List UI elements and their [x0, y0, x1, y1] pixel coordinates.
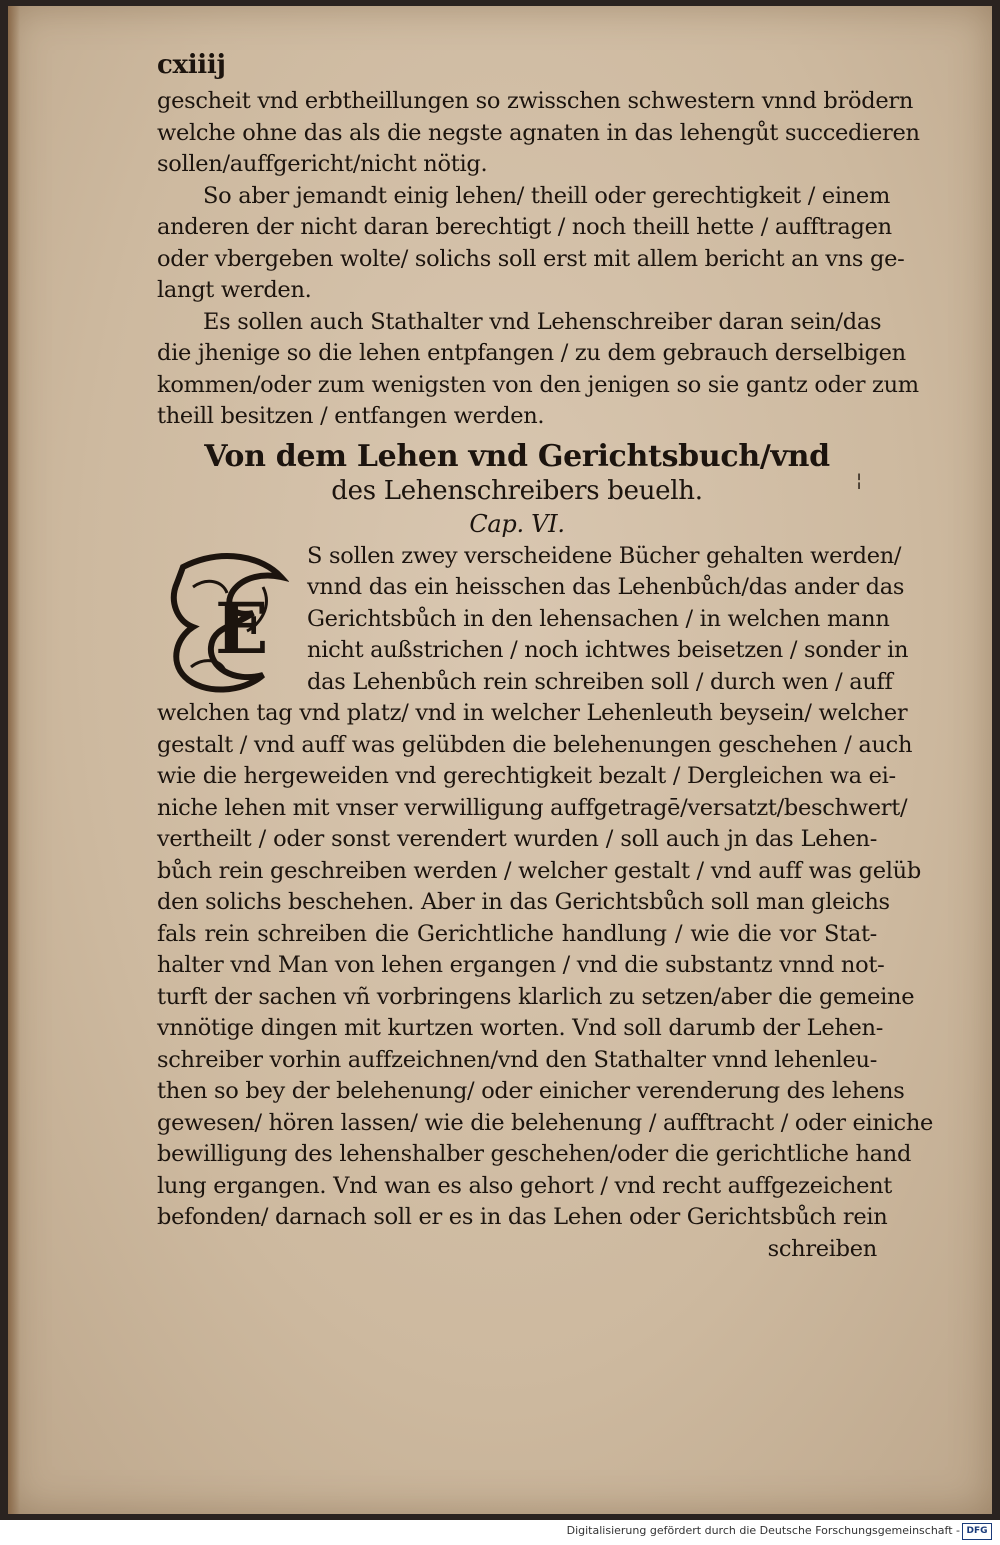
- catchword: schreiben: [767, 1235, 877, 1262]
- funding-credit: Digitalisierung gefördert durch die Deutsche Forschungsgemeinschaft -: [566, 1524, 960, 1537]
- text-line: turft der sachen vñ vorbringens klarlich zu setzen/aber die gemeine: [157, 983, 915, 1010]
- text-line: sollen/auffgericht/nicht nötig.: [157, 151, 488, 177]
- chapter-paragraph: [157, 541, 934, 1266]
- text-line: S sollen zwey verscheidene Bücher gehalten werden/: [307, 542, 902, 569]
- text-line: bewilligung des lehenshalber geschehen/oder die gerichtliche hand: [157, 1141, 912, 1167]
- text-line: gescheit vnd erbtheillungen so zwisschen schwestern vnnd brödern: [157, 88, 914, 114]
- text-line: So aber jemandt einig lehen/ theill oder gerechtigkeit / einem: [203, 182, 890, 209]
- page-edge-shadow: [8, 6, 20, 1514]
- text-line: gewesen/ hören lassen/ wie die belehenung / aufftracht / oder einiche: [157, 1109, 934, 1136]
- text-line: das Lehenbůch rein schreiben soll / durch wen / auff: [307, 668, 893, 695]
- page-text: [157, 48, 934, 1265]
- text-line: vnnötige dingen mit kurtzen worten. Vnd soll darumb der Lehen-: [157, 1015, 884, 1041]
- footer-bar: [0, 1520, 1000, 1545]
- decorated-initial-icon: [163, 547, 289, 697]
- text-line: Gerichtsbůch in den lehensachen / in welchen mann: [307, 605, 890, 632]
- text-line: bůch rein geschreiben werden / welcher gestalt / vnd auff was gelüb: [157, 857, 921, 884]
- section-heading: Von dem Lehen vnd Gerichtsbuch/vnd: [204, 438, 830, 474]
- margin-mark-icon: ¦: [856, 470, 863, 491]
- dfg-logo[interactable]: DFG: [962, 1523, 992, 1540]
- paragraph-1: [157, 181, 905, 307]
- text-line: den solichs beschehen. Aber in das Gerichtsbůch soll man gleichs: [157, 889, 890, 915]
- chapter-number: Cap. VI.: [469, 509, 565, 538]
- text-line: lung ergangen. Vnd wan es also gehort / vnd recht auffgezeichent: [157, 1172, 893, 1199]
- text-line: vnnd das ein heisschen das Lehenbůch/das ander das: [307, 574, 905, 600]
- chapter-body: [157, 698, 934, 1265]
- text-line: then so bey der belehenung/ oder einicher verenderung des lehens: [157, 1078, 905, 1104]
- text-line: Es sollen auch Stathalter vnd Lehenschreiber daran sein/das: [203, 308, 882, 335]
- text-line: langt werden.: [157, 277, 312, 303]
- folio-number: cxiiij: [157, 50, 226, 80]
- initial-letter: E: [215, 586, 269, 670]
- text-line: nicht außstrichen / noch ichtwes beisetzen / sonder in: [307, 637, 909, 663]
- text-line: anderen der nicht daran berechtigt / noch theill hette / aufftragen: [157, 214, 892, 240]
- text-line: schreiber vorhin auffzeichnen/vnd den Stathalter vnnd lehenleu-: [157, 1046, 877, 1073]
- text-line: die jhenige so die lehen entpfangen / zu dem gebrauch derselbigen: [157, 340, 906, 366]
- text-line: befonden/ darnach soll er es in das Lehen oder Gerichtsbůch rein: [157, 1204, 888, 1230]
- text-line: vertheilt / oder sonst verendert wurden / soll auch jn das Lehen-: [157, 826, 877, 852]
- text-line: fals rein schreiben die Gerichtliche handlung / wie die vor Stat-: [157, 920, 877, 947]
- text-line: welchen tag vnd platz/ vnd in welcher Lehenleuth beysein/ welcher: [157, 700, 908, 726]
- text-line: gestalt / vnd auff was gelübden die belehenungen geschehen / auch: [157, 731, 913, 758]
- continued-paragraph: [157, 86, 920, 181]
- text-line: kommen/oder zum wenigsten von den jenigen so sie gantz oder zum: [157, 371, 919, 398]
- text-line: oder vbergeben wolte/ solichs soll erst mit allem bericht an vns ge-: [157, 245, 905, 272]
- text-line: halter vnd Man von lehen ergangen / vnd die substantz vnnd not-: [157, 952, 885, 978]
- text-line: welche ohne das als die negste agnaten in das lehengůt succedieren: [157, 119, 920, 146]
- section-heading-line2: des Lehenschreibers beuelh.: [331, 475, 703, 506]
- text-line: wie die hergeweiden vnd gerechtigkeit bezalt / Dergleichen wa ei-: [157, 763, 896, 789]
- paragraph-2: [157, 307, 919, 433]
- text-line: niche lehen mit vnser verwilligung auffgetragē/versatzt/beschwert/: [157, 794, 908, 821]
- text-line: theill besitzen / entfangen werden.: [157, 403, 545, 429]
